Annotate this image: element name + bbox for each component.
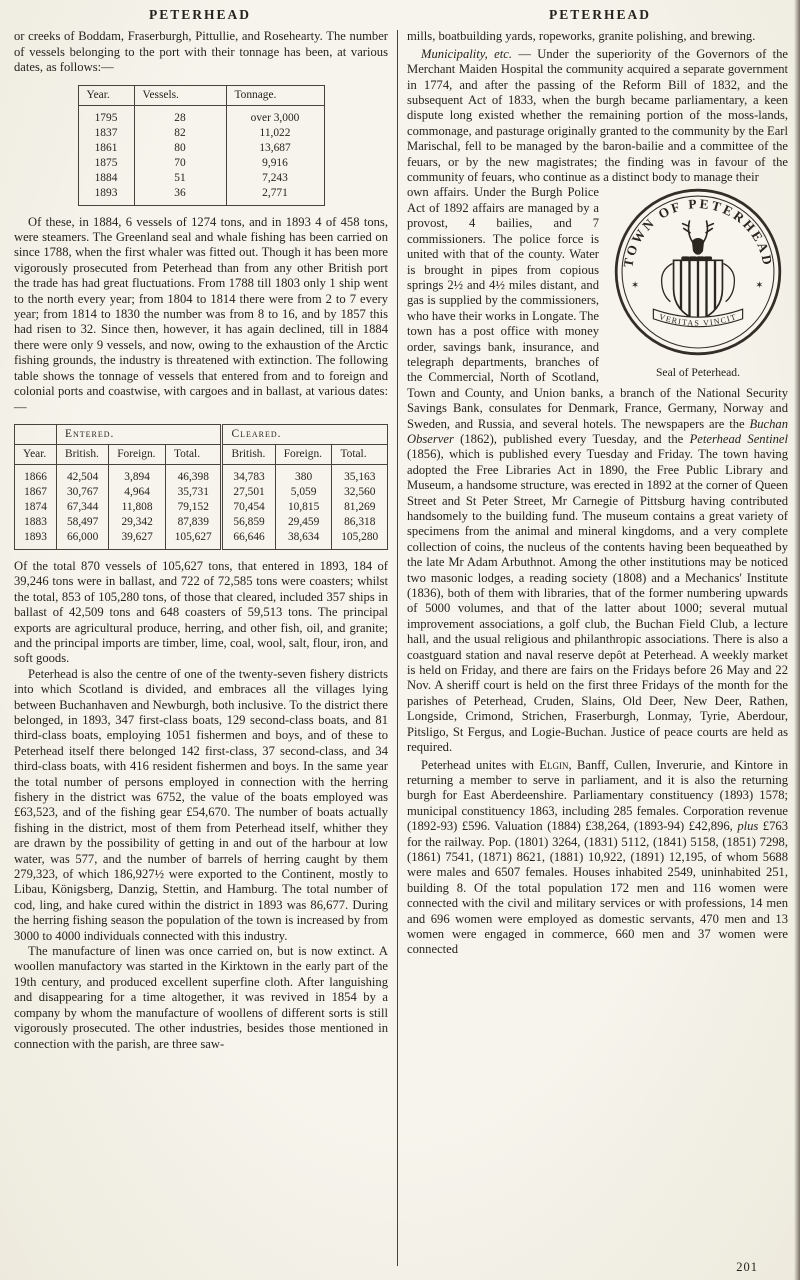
para-manufactures: The manufacture of linen was once carried on, but is now extinct. A woollen manufactory was started in the Kirktown in the early part of the 19th century, and produced excellent superfine cloth. After languishing and disappearing for a time altogether, it was revived in 1854 by a company by whom the manufacture of woollens of different sorts is still vigorously prosecuted. The other industries, besides those mentioned in connection with the parish, are three saw-	[14, 944, 388, 1051]
table-row	[15, 530, 388, 550]
table-header-row	[78, 85, 324, 105]
table-cell: 82	[134, 126, 226, 141]
table-cell: 38,634	[275, 530, 332, 550]
table-cell: 1893	[94, 186, 118, 199]
table-cell: 1875	[94, 156, 118, 169]
para-mills: mills, boatbuilding yards, ropeworks, granite polishing, and brewing.	[407, 29, 756, 44]
municipality-continued-text: own affairs. Under the Burgh Police Act of 1892 affairs are managed by a provost, 4 bailies, and 7 commissioners. The police force is united with that of the county. Water is brought in pipes from copious springs 2½ and 4½ miles distant, and gas is supplied by the commissioners, who have their works in Longate. The town has a post office with money order, savings bank, insurance, and telegraph departments, branches of the Commercial, North of Scotland, Town and County, and Union banks, a branch of the National Security Savings Bank, consulates for Denmark, France, Germany, Norway and Sweden, and Russia, and several hotels. The newspapers are the Buchan Observer (1862), published every Tuesday, and the Peterhead Sentinel (1856), which is published every Tuesday and Friday. The town having adopted the Free Libraries Act in 1890, the Free Public Library and Museum, a handsome structure, was erected in 1892 at the corner of Queen Street and St Peter Street, Mr Carnegie of Pittsburg having contributed handsomely to the building fund. The museum contains a great variety of specimens from the animal and mineral kingdoms, and a very complete collection of coins, the nucleus of the contents having been bequeathed by the late Mr Adam Arbuthnot. Among the other institutions may be noticed two masonic lodges, a reading society (1808) and a Mechanics' Institute (1836), both of them with libraries, that of the former numbering upwards of 5000 volumes, and that of the latter about 1000; several mutual improvement associations, a golf club, the Buchan Field Club, a lecture hall, and the usual religious and philanthropic associations. There is also a coastguard station and naval reserve depôt at Peterhead. A weekly market is held on Friday, and there are fairs on the Fridays before 26 May and 22 Nov. A sheriff court is held on the first three Fridays of the month for the parishes of Peterhead, Cruden, Slains, Old Deer, New Deer, Rathen, Longside, Crimond, Strichen, Fraserburgh, Lonmay, Tyrie, Aberdour, Pitsligo, St Fergus, and Logie-Buchan. Justice of peace courts are held as required.	[407, 185, 788, 755]
table-cell: 70	[134, 156, 226, 171]
table-row	[78, 105, 324, 126]
table-cell: 70,454	[222, 500, 275, 515]
table-cell: 11,808	[109, 500, 166, 515]
table-cell: 380	[275, 464, 332, 485]
table-row	[15, 464, 388, 485]
text-segment: Municipality, etc.	[421, 46, 512, 61]
text-segment: Elgin	[539, 757, 569, 772]
table-row	[78, 171, 324, 186]
table-cell: 1866	[24, 470, 47, 483]
table-cell: 2,771	[226, 186, 324, 206]
entered-cleared-table	[14, 424, 388, 550]
running-head-left: PETERHEAD	[148, 7, 251, 22]
table-cell: 3,894	[109, 464, 166, 485]
table-cell: 66,000	[57, 530, 109, 550]
subcol-entered-british: British.	[57, 444, 109, 464]
seal-of-peterhead	[608, 187, 788, 380]
table-cell: 1884	[94, 171, 118, 184]
table-cell: 1837	[94, 126, 118, 139]
table-cell: 4,964	[109, 485, 166, 500]
group-header-entered: Entered.	[57, 424, 222, 444]
table-cell: 51	[134, 171, 226, 186]
para-steamers-whaling: Of these, in 1884, 6 vessels of 1274 tons, and in 1893 4 of 458 tons, were steamers. The Greenland seal and whale fishing has been carried on since 1788, when the first whaler was fitted out. Though it has been more vigorously prosecuted from Peterhead than from any other British port the trade has had great fluctuations. From 1788 till 1803 only 1 ship went to the north every year; from 1804 to 1814 there were from 2 to 7 every year; from 1814 to 1830 the number was from 8 to 16, and by 1857 this had risen to 32. Since then, however, it has again declined, till in 1884 there were only 9 vessels, and now, owing to the exhaustion of the Arctic fishing grounds, the industry is threatened with extinction. The following table shows the tonnage of vessels that entered from and to foreign and colonial ports and coastwise, with cargoes and in ballast, at various dates:—	[14, 214, 388, 414]
subcol-cleared-total: Total.	[332, 444, 388, 464]
table-cell: 29,459	[275, 515, 332, 530]
running-heads	[0, 0, 800, 22]
vessels-tonnage-table	[78, 85, 325, 206]
entered-cleared-table-body	[15, 464, 388, 549]
subcol-entered-foreign: Foreign.	[109, 444, 166, 464]
table-cell: 66,646	[222, 530, 275, 550]
table-cell: 46,398	[165, 464, 221, 485]
text-columns	[0, 22, 800, 1266]
subcol-year: Year.	[15, 444, 57, 464]
table-cell: 56,859	[222, 515, 275, 530]
col-header-vessels: Vessels.	[134, 85, 226, 105]
table-cell: 42,504	[57, 464, 109, 485]
group-header-cleared: Cleared.	[222, 424, 388, 444]
table-row	[15, 515, 388, 530]
table-cell: 30,767	[57, 485, 109, 500]
para-parliament-population: Peterhead unites with Elgin, Banff, Cullen, Inverurie, and Kintore in returning a member to serve in parliament, and it is also the returning burgh for East Aberdeenshire. Parliamentary constituency (1893) 1578; municipal constituency 1863, including 285 females. Corporation revenue (1892-93) £596. Valuation (1884) £38,264, (1893-94) £42,896, plus £763 for the railway. Pop. (1801) 3264, (1831) 5112, (1841) 5158, (1851) 7298, (1861) 7541, (1871) 8621, (1881) 10,922, (1891) 12,195, of whom 5688 were males and 6507 females. Houses inhabited 2549, uninhabited 251, building 8. Of the total population 172 men and 116 women were connected with the civil and military services or with professions, 14 men and 696 women were employed as domestic servants, 470 men and 13 women were engaged in commerce, 660 men and 37 women were connected	[407, 757, 788, 957]
table-cell: 58,497	[57, 515, 109, 530]
table-cell: 105,280	[332, 530, 388, 550]
table-cell: 29,342	[109, 515, 166, 530]
table-cell: 80	[134, 141, 226, 156]
scan-edge-shadow	[794, 0, 800, 1280]
vessels-tonnage-table-body	[78, 105, 324, 205]
table-cell: 1893	[24, 530, 47, 543]
table-subheader-row	[15, 444, 388, 464]
table-cell: over 3,000	[226, 105, 324, 126]
table-row	[78, 186, 324, 206]
table-cell: 39,627	[109, 530, 166, 550]
subcol-entered-total: Total.	[165, 444, 221, 464]
seal-arc-text: TOWN OF PETERHEAD	[620, 196, 776, 269]
table-group-header-row	[15, 424, 388, 444]
table-cell: 81,269	[332, 500, 388, 515]
table-cell: 86,318	[332, 515, 388, 530]
table-row	[15, 500, 388, 515]
seal-caption: Seal of Peterhead.	[655, 366, 741, 380]
text-segment: — Under the superiority of the Governors of the Merchant Maiden Hospital the community acquired a separate government in 1774, and after the passing of the Reform Bill of 1832, and the subsequent Act of 1833, when the burgh became parliamentary, a keen dispute long existed whether the remaining portion of the moss-lands, commonage, and pasturage originally granted to the community by the Earl Marischal, fell to be managed by the baron-bailie and a committee of the feuars, or by the new magistrates; the finding was in favour of the community of feuars, who continue as a distinct body to manage their	[407, 46, 789, 185]
table-cell: 27,501	[222, 485, 275, 500]
seal-star-right-icon: ✶	[755, 280, 764, 292]
text-segment: Peterhead Sentinel	[689, 431, 788, 446]
motto-text: VERITAS VINCIT	[657, 312, 739, 329]
table-cell: 67,344	[57, 500, 109, 515]
para-fishery-district: Peterhead is also the centre of one of the twenty-seven fishery districts into which Scotland is divided, and embraces all the villages lying between Buchanhaven and Newburgh, both inclusive. To the district there belonged, in 1893, 347 first-class boats, 129 second-class boats, and 81 third-class boats, employing 1051 fishermen and boys, and of these to Peterhead itself there belonged 142 first-class, 37 second-class, and 34 third-class boats, with 416 resident fishermen and boys. In the same year the total number of persons employed in connection with the herring fishery in the district was 6752, the value of the boats employed was £63,523, and of the fishing gear £54,670. The number of boats actually fishing in the district, most of them from Peterhead itself, whither they are drawn by the possibility of getting in and out of the harbour at low water, was 577, and the number of barrels of herring caught by them 279,323, of which 186,927½ were exported to the Continent, mostly to Libau, Königsberg, Danzig, Stettin, and Hamburg. The total number of cod, ling, and hake cured within the district in 1893 was 86,677. During the herring fishing season the population of the town is increased by from 3000 to 4000 individuals connected with this industry.	[14, 666, 388, 943]
table-cell: 32,560	[332, 485, 388, 500]
table-cell: 13,687	[226, 141, 324, 156]
table-row	[78, 141, 324, 156]
table-cell: 5,059	[275, 485, 332, 500]
table-cell: 105,627	[165, 530, 221, 550]
col-header-year: Year.	[78, 85, 134, 105]
table-cell: 1861	[94, 141, 118, 154]
table-row	[78, 126, 324, 141]
table-cell: 1874	[24, 500, 47, 513]
text-segment: Buchan Observer	[407, 416, 788, 446]
seal-image	[613, 187, 783, 357]
table-cell: 9,916	[226, 156, 324, 171]
para-municipality-continued	[407, 185, 788, 755]
seal-star-left-icon: ✶	[631, 280, 640, 292]
text-segment: plus	[737, 819, 759, 834]
left-column	[14, 29, 388, 1052]
table-cell: 1883	[24, 515, 47, 528]
running-head-right: PETERHEAD	[548, 7, 651, 22]
table-row	[15, 485, 388, 500]
table-cell: 35,163	[332, 464, 388, 485]
table-cell: 79,152	[165, 500, 221, 515]
right-column	[407, 29, 788, 957]
table-cell: 1867	[24, 485, 47, 498]
table-cell: 7,243	[226, 171, 324, 186]
table-cell: 10,815	[275, 500, 332, 515]
column-divider-rule	[397, 30, 398, 1266]
para-municipality-lead	[407, 47, 788, 186]
table-cell: 28	[134, 105, 226, 126]
table-cell: 11,022	[226, 126, 324, 141]
para-ballast-totals: Of the total 870 vessels of 105,627 tons, that entered in 1893, 184 of 39,246 tons were in ballast, and 722 of 72,585 tons were coasters; whilst the total, 853 of 105,280 tons, of those that cleared, included 357 ships in ballast of 42,509 tons and 648 coasters of 59,513 tons. The principal exports are agricultural produce, herring, and other fish, oil, and granite; and the principal imports are timber, lime, coal, wool, salt, flour, iron, and soft goods.	[14, 558, 388, 666]
subcol-cleared-foreign: Foreign.	[275, 444, 332, 464]
corner-cell	[15, 424, 57, 444]
col-header-tonnage: Tonnage.	[226, 85, 324, 105]
table-cell: 36	[134, 186, 226, 206]
table-row	[78, 156, 324, 171]
table-cell: 34,783	[222, 464, 275, 485]
subcol-cleared-british: British.	[222, 444, 275, 464]
table-cell: 87,839	[165, 515, 221, 530]
table-cell: 35,731	[165, 485, 221, 500]
para-creeks: or creeks of Boddam, Fraserburgh, Pittullie, and Rosehearty. The number of vessels belonging to the port with their tonnage has been, at various dates, as follows:—	[14, 29, 388, 75]
page-number: 201	[736, 1259, 758, 1274]
table-cell: 1795	[94, 111, 118, 124]
